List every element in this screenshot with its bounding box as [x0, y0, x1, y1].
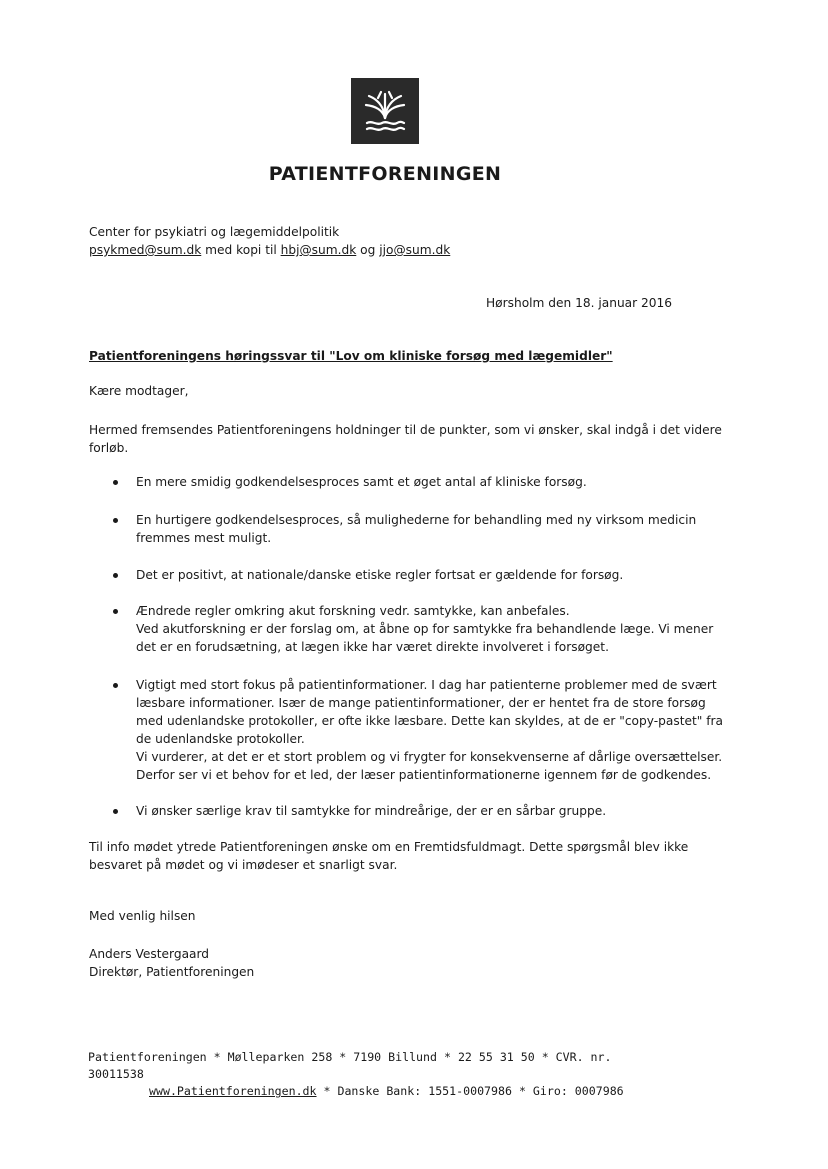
subject-text: Patientforeningens høringssvar til "Lov om kliniske forsøg med lægemidler": [89, 349, 613, 363]
bullet-text: Ved akutforskning er der forslag om, at åbne op for samtykke fra behandlende læge. Vi mener det er en forudsætning, at lægen ikke har været direkte involveret i forsøget.: [136, 622, 714, 654]
bullet-item-4: [136, 602, 736, 656]
patientforeningen-logo-icon: [351, 78, 419, 144]
bullet-text: Det er positivt, at nationale/danske etiske regler fortsat er gældende for forsøg.: [136, 568, 624, 582]
intro-paragraph: Hermed fremsendes Patientforeningens holdninger til de punkter, som vi ønsker, skal indgå i det videre forløb.: [89, 423, 722, 455]
closing-info-paragraph: Til info mødet ytrede Patientforeningen ønske om en Fremtidsfuldmagt. Dette spørgsmål blev ikke besvaret på mødet og vi imødeser et snarligt svar.: [89, 840, 689, 872]
email-link-psykmed[interactable]: psykmed@sum.dk: [89, 243, 202, 257]
email-link-jjo[interactable]: jjo@sum.dk: [379, 243, 451, 257]
recipient-department: Center for psykiatri og lægemiddelpolitik: [89, 225, 340, 239]
signature-title: Direktør, Patientforeningen: [89, 965, 255, 979]
bullet-text: Vigtigt med stort fokus på patientinformationer. I dag har patienterne problemer med de svært læsbare informationer. Især de mange patientinformationer, der er hentet fra de store forsøg med udenlandske protokoller, er ofte ikke læsbare. Dette kan skyldes, at de er "copy-pastet" fra de udenlandske protokoller.: [136, 678, 723, 746]
signature-name: Anders Vestergaard: [89, 947, 210, 961]
bullet-text: En mere smidig godkendelsesproces samt et øget antal af kliniske forsøg.: [136, 475, 587, 489]
bullet-item-5: [136, 676, 736, 784]
bullet-dot-icon: [113, 809, 118, 814]
footer: [88, 1049, 648, 1100]
bullet-text: Ændrede regler omkring akut forskning vedr. samtykke, kan anbefales.: [136, 604, 570, 618]
salutation: Kære modtager,: [89, 384, 189, 398]
letter-date: Hørsholm den 18. januar 2016: [486, 296, 673, 310]
email-link-hbj[interactable]: hbj@sum.dk: [280, 243, 357, 257]
bullet-item-6: [136, 802, 736, 820]
bullet-dot-icon: [113, 480, 118, 485]
bullet-dot-icon: [113, 683, 118, 688]
bullet-dot-icon: [113, 518, 118, 523]
signature-block: [89, 945, 254, 981]
footer-bank-text: * Danske Bank: 1551-0007986 * Giro: 0007986: [316, 1084, 624, 1098]
letter-subject: [89, 349, 613, 363]
bullet-text: Vi ønsker særlige krav til samtykke for mindreårige, der er en sårbar gruppe.: [136, 804, 607, 818]
bullet-text: Vi vurderer, at det er et stort problem og vi frygter for konsekvenserne af dårlige oversættelser. Derfor ser vi et behov for et led, der læser patientinformationerne igennem før de godkendes.: [136, 750, 723, 782]
bullet-text: En hurtigere godkendelsesproces, så mulighederne for behandling med ny virksom medicin fremmes mest muligt.: [136, 513, 697, 545]
bullet-dot-icon: [113, 609, 118, 614]
copy-text: med kopi til: [201, 243, 281, 257]
bullet-item-2: [136, 511, 736, 547]
bullet-dot-icon: [113, 573, 118, 578]
footer-bank-line: [88, 1083, 648, 1100]
bullet-item-1: [136, 473, 736, 491]
and-text: og: [356, 243, 380, 257]
regards: Med venlig hilsen: [89, 909, 196, 923]
website-link[interactable]: www.Patientforeningen.dk: [149, 1084, 317, 1098]
bullet-item-3: [136, 566, 736, 584]
recipient-block: [89, 223, 450, 259]
organization-name: PATIENTFORENINGEN: [268, 163, 502, 185]
recipient-emails: [89, 241, 450, 259]
footer-address-line: Patientforeningen * Mølleparken 258 * 7190 Billund * 22 55 31 50 * CVR. nr. 30011538: [88, 1050, 612, 1081]
